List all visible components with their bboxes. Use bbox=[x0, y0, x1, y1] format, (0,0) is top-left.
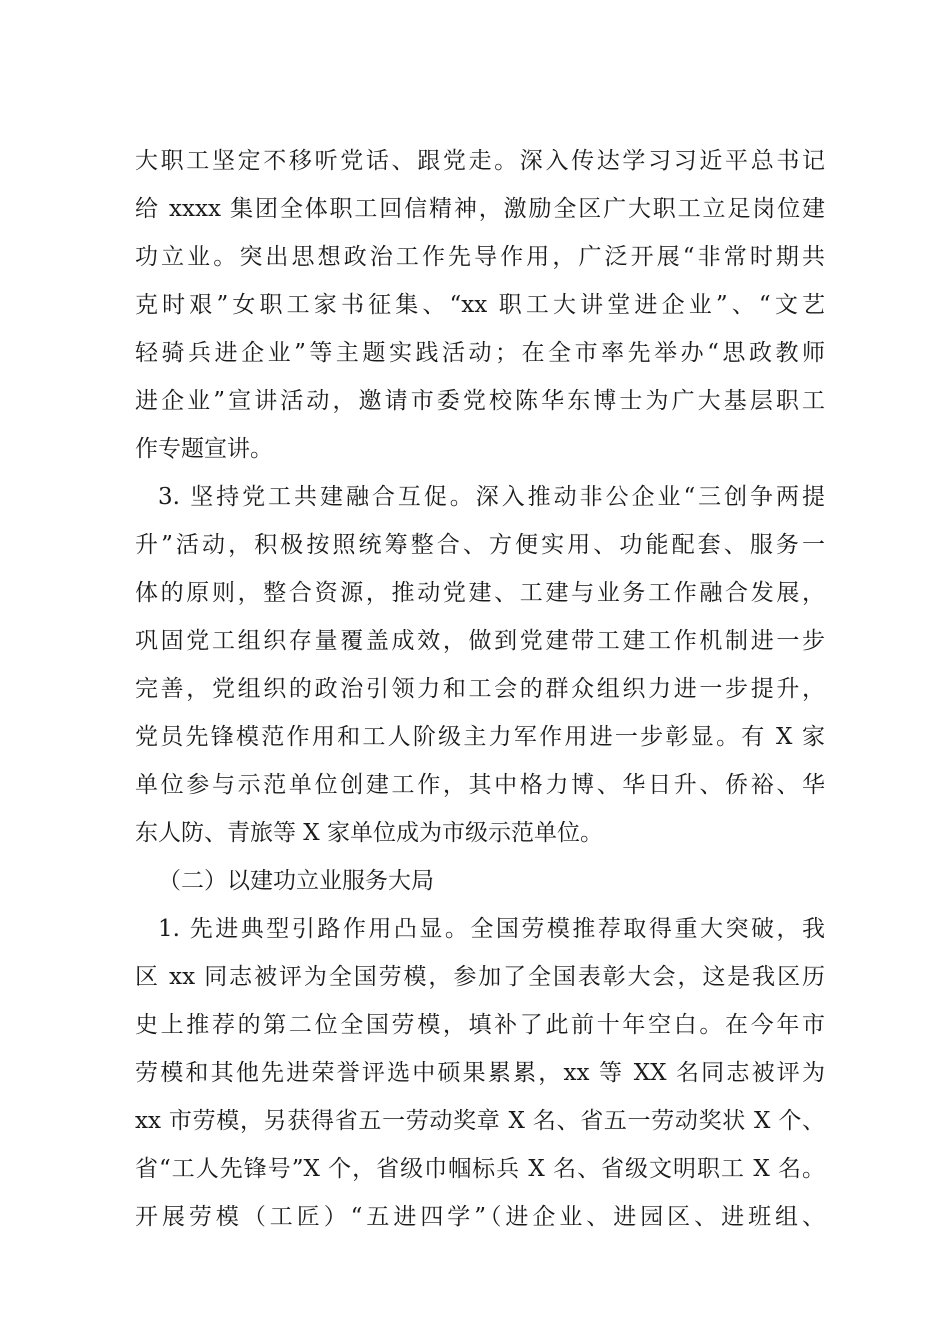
text-line: xx 市劳模，另获得省五一劳动奖章 X 名、省五一劳动奖状 X 个、 bbox=[135, 1108, 825, 1134]
text-line: 作专题宣讲。 bbox=[135, 436, 273, 462]
text-line: 史上推荐的第二位全国劳模，填补了此前十年空白。在今年市 bbox=[135, 1012, 825, 1038]
text-line: 省“工人先锋号”X 个，省级巾帼标兵 X 名、省级文明职工 X 名。 bbox=[135, 1156, 825, 1182]
text-line: 完善，党组织的政治引领力和工会的群众组织力进一步提升， bbox=[135, 676, 825, 702]
text-line: 巩固党工组织存量覆盖成效，做到党建带工建工作机制进一步 bbox=[135, 628, 825, 654]
text-line: 东人防、青旅等 X 家单位成为市级示范单位。 bbox=[135, 820, 603, 846]
text-line: 轻骑兵进企业”等主题实践活动；在全市率先举办“思政教师 bbox=[135, 340, 825, 366]
paragraph-first-line: 1. 先进典型引路作用凸显。全国劳模推荐取得重大突破，我 bbox=[158, 916, 825, 942]
text-line: 克时艰”女职工家书征集、“xx 职工大讲堂进企业”、“文艺 bbox=[135, 292, 825, 318]
text-line: 给 xxxx 集团全体职工回信精神，激励全区广大职工立足岗位建 bbox=[135, 196, 825, 222]
text-line: 功立业。突出思想政治工作先导作用，广泛开展“非常时期共 bbox=[135, 244, 825, 270]
text-line: 劳模和其他先进荣誉评选中硕果累累，xx 等 XX 名同志被评为 bbox=[135, 1060, 825, 1086]
text-line: 进企业”宣讲活动，邀请市委党校陈华东博士为广大基层职工 bbox=[135, 388, 825, 414]
text-line: 开展劳模（工匠）“五进四学”（进企业、进园区、进班组、 bbox=[135, 1204, 825, 1230]
text-line: 升”活动，积极按照统筹整合、方便实用、功能配套、服务一 bbox=[135, 532, 825, 558]
paragraph-first-line: 3. 坚持党工共建融合互促。深入推动非公企业“三创争两提 bbox=[158, 484, 825, 510]
section-heading: （二）以建功立业服务大局 bbox=[158, 868, 434, 894]
text-line: 区 xx 同志被评为全国劳模，参加了全国表彰大会，这是我区历 bbox=[135, 964, 825, 990]
text-line: 党员先锋模范作用和工人阶级主力军作用进一步彰显。有 X 家 bbox=[135, 724, 825, 750]
text-line: 体的原则，整合资源，推动党建、工建与业务工作融合发展， bbox=[135, 580, 825, 606]
text-line: 大职工坚定不移听党话、跟党走。深入传达学习习近平总书记 bbox=[135, 148, 825, 174]
text-line: 单位参与示范单位创建工作，其中格力博、华日升、侨裕、华 bbox=[135, 772, 825, 798]
